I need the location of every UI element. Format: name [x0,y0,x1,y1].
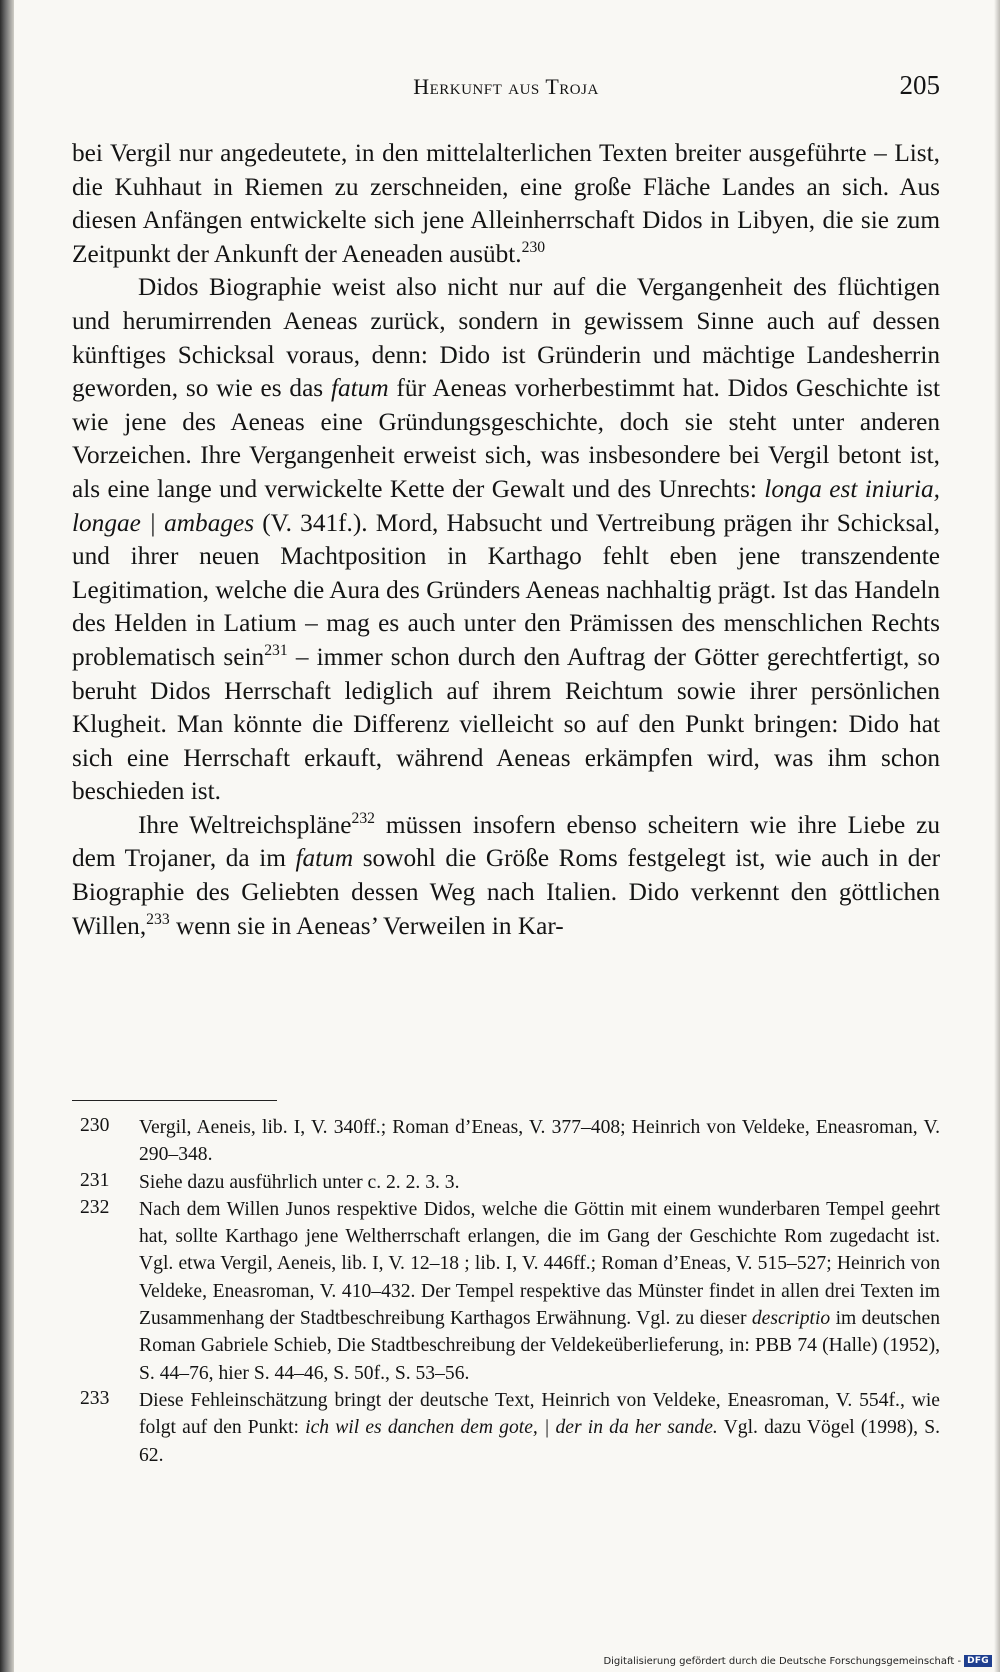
footnote-text-b: im deutschen Roman Gabriele Schieb, Die Stadtbeschreibung der Veldekeüberlieferung, in: PBB 74 (Halle) (1952), S. 44–76, hier S. 44–46, S. 50f., S. 53–56. [139,1308,941,1384]
paragraph-2-text-b: für Aeneas vorherbestimmt hat. Didos Geschichte ist wie jene des Aeneas eine Gründungsgeschichte, doch sie steht unter anderen Vorzeichen. Ihre Vergangenheit erweist sich, was insbesondere bei Vergil betont ist, als eine lange und verwickelte Kette der Gewalt und des Unrechts: [72,374,940,503]
page-number: 205 [899,70,940,100]
latin-term-fatum: fatum [330,374,389,403]
footnote-number: 232 [80,1196,110,1218]
middle-high-german-quote: ich wil es danchen dem gote, | der in da her sande. [305,1417,718,1439]
footnote-230 [72,1114,940,1169]
footnote-ref-230[interactable]: 230 [521,238,546,256]
paragraph-3-text-b: müssen insofern ebenso scheitern wie ihre Liebe zu dem Trojaner, da im [72,810,940,873]
running-title: Herkunft aus Troja [413,74,599,99]
footnote-number: 230 [80,1115,110,1136]
footnote-text: Vergil, Aeneis, lib. I, V. 340ff.; Roman d’Eneas, V. 377–408; Heinrich von Veldeke, Eneasroman, V. 290–348. [139,1117,940,1166]
page-binding-shadow [0,0,14,1672]
paragraph-1 [72,137,940,271]
paragraph-2-text-a: Didos Biographie weist also nicht nur auf die Vergangenheit des flüchtigen und herumirrenden Aeneas zurück, sondern in gewissem Sinne auch auf dessen künftiges Schicksal voraus, denn: Dido ist Gründerin und mächtige Landesherrin geworden, so wie es das [72,273,940,403]
footnotes [72,1114,940,1469]
latin-quote: longa est iniuria, longae | ambages [72,474,940,537]
paragraph-2-text-d: – immer schon durch den Auftrag der Götter gerechtfertigt, so beruht Didos Herrschaft lediglich auf ihrem Reichtum sowie ihrer persönlichen Klugheit. Man könnte die Differenz vielleicht so auf den Punkt bringen: Dido hat sich eine Herrschaft erkauft, während Aeneas erkämpfen wird, was ihm schon beschieden ist. [72,642,940,806]
footnote-number: 231 [80,1169,110,1191]
main-text [72,137,940,943]
footnote-text-a: Nach dem Willen Junos respektive Didos, welche die Göttin mit einem wunderbaren Tempel geehrt hat, sollte Karthago jene Weltherrschaft erlangen, die im Gang der Geschichte Rom zugedacht ist. Vgl. etwa Vergil, Aeneis, lib. I, V. 12–18 ; lib. I, V. 446ff.; Roman d’Eneas, V. 515–527; Heinrich von Veldeke, Eneasroman, V. 410–432. Der Tempel respektive das Münster findet in allen drei Texten im Zusammenhang der Stadtbeschreibung Karthagos Erwähnung. Vgl. zu dieser [139,1198,940,1330]
latin-term-descriptio: descriptio [751,1308,831,1330]
footnote-text: Siehe dazu ausführlich unter c. 2. 2. 3. 3. [139,1171,460,1193]
paragraph-3-text-c: sowohl die Größe Roms festgelegt ist, wie auch in der Biographie des Geliebten dessen Weg nach Italien. Dido verkennt den göttlichen Willen, [72,844,940,940]
footnote-231 [72,1169,940,1196]
page-header [72,70,940,110]
digitization-credit [603,1654,992,1668]
footnote-ref-231[interactable]: 231 [264,641,288,659]
footnote-text-b: Vgl. dazu Vögel (1998), S. 62. [139,1417,940,1466]
paragraph-3-text-d: wenn sie in Aeneas’ Verweilen in Kar- [169,911,564,940]
paragraph-2-text-c: (V. 341f.). Mord, Habsucht und Vertreibung prägen ihr Schicksal, und ihrer neuen Machtposition in Karthago fehlt eben jene transzendente Legitimation, welche die Aura des Gründers Aeneas nachhaltig prägt. Ist das Handeln des Helden in Latium – mag es auch unter den Prämissen des menschlichen Rechts problematisch sein [72,508,940,671]
footnote-232 [72,1196,940,1387]
page-edge-shadow [994,0,1000,1672]
latin-term-fatum: fatum [295,844,354,873]
paragraph-1-text: bei Vergil nur angedeutete, in den mittelalterlichen Texten breiter ausgeführte – List, die Kuhhaut in Riemen zu zerschneiden, eine große Fläche Landes an sich. Aus diesen Anfängen entwickelte sich jene Alleinherrschaft Didos in Libyen, die sie zum Zeitpunkt der Ankunft der Aeneaden ausübt. [72,139,940,268]
paragraph-3-text-a: Ihre Weltreichspläne [138,810,352,839]
paragraph-2 [72,271,940,809]
footnote-divider [72,1100,277,1101]
footnote-ref-232[interactable]: 232 [351,809,376,827]
credit-text: Digitalisierung gefördert durch die Deutsche Forschungsgemeinschaft - [603,1655,962,1667]
dfg-logo: DFG [964,1655,992,1667]
paragraph-3 [72,809,940,943]
footnote-text-a: Diese Fehleinschätzung bringt der deutsche Text, Heinrich von Veldeke, Eneasroman, V. 554f., wie folgt auf den Punkt: [139,1389,940,1439]
footnote-number: 233 [80,1387,110,1409]
footnote-ref-233[interactable]: 233 [146,910,170,928]
footnote-233 [72,1387,940,1469]
